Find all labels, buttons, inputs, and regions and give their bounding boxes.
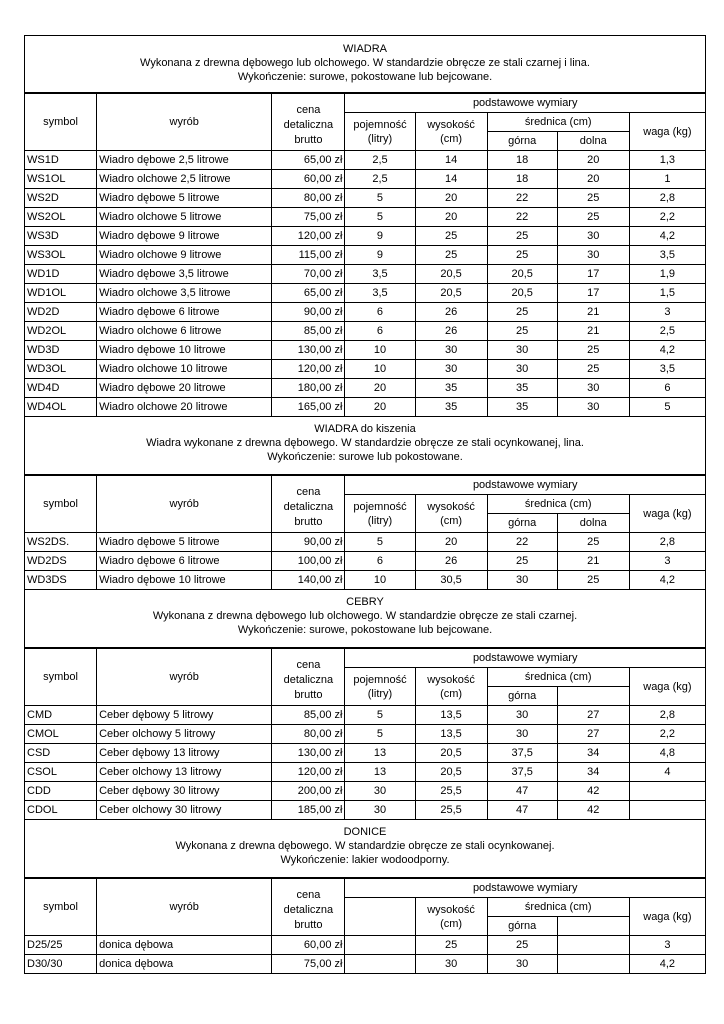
cell-weight: 6 — [629, 379, 705, 398]
product-table — [24, 878, 706, 974]
col-basic-dims: podstawowe wymiary — [345, 476, 706, 495]
section-description: Wykonana z drewna dębowego. W standardzie obręcze ze stali ocynkowanej. — [175, 840, 555, 852]
cell-capacity — [345, 955, 415, 974]
cell-capacity: 2,5 — [345, 170, 415, 189]
col-diameter: średnica (cm) — [487, 495, 629, 514]
cell-weight: 5 — [629, 398, 705, 417]
cell-height: 30,5 — [415, 571, 487, 590]
cell-diameter-top: 25 — [487, 246, 557, 265]
table-row — [25, 955, 706, 974]
cell-height: 13,5 — [415, 706, 487, 725]
cell-product: Wiadro olchowe 20 litrowe — [97, 398, 272, 417]
table-row — [25, 936, 706, 955]
cell-weight: 2,5 — [629, 322, 705, 341]
cell-price: 75,00 zł — [272, 208, 345, 227]
table-row — [25, 227, 706, 246]
cell-diameter-bottom: 27 — [557, 706, 629, 725]
col-capacity: pojemność (litry) — [345, 668, 415, 706]
cell-height: 30 — [415, 955, 487, 974]
table-row — [25, 189, 706, 208]
cell-price: 180,00 zł — [272, 379, 345, 398]
cell-diameter-bottom: 42 — [557, 782, 629, 801]
col-weight: waga (kg) — [629, 113, 705, 151]
cell-product: Wiadro dębowe 20 litrowe — [97, 379, 272, 398]
cell-diameter-bottom: 30 — [557, 246, 629, 265]
cell-height: 20 — [415, 208, 487, 227]
cell-price: 80,00 zł — [272, 725, 345, 744]
col-capacity: pojemność (litry) — [345, 113, 415, 151]
cell-price: 130,00 zł — [272, 744, 345, 763]
cell-diameter-top: 30 — [487, 955, 557, 974]
cell-diameter-bottom: 42 — [557, 801, 629, 820]
cell-price: 90,00 zł — [272, 303, 345, 322]
cell-height: 20,5 — [415, 763, 487, 782]
table-row — [25, 246, 706, 265]
cell-height: 25 — [415, 936, 487, 955]
col-symbol: symbol — [25, 94, 97, 151]
cell-price: 85,00 zł — [272, 322, 345, 341]
section-title: WIADRA do kiszenia — [314, 423, 416, 435]
cell-height: 30 — [415, 341, 487, 360]
cell-symbol: CDOL — [25, 801, 97, 820]
table-row — [25, 284, 706, 303]
cell-height: 20,5 — [415, 284, 487, 303]
col-price: cena detaliczna brutto — [272, 476, 345, 533]
cell-symbol: WD4OL — [25, 398, 97, 417]
col-product: wyrób — [97, 649, 272, 706]
cell-height: 25 — [415, 246, 487, 265]
cell-diameter-top: 25 — [487, 322, 557, 341]
section-title: CEBRY — [346, 596, 384, 608]
cell-diameter-top: 37,5 — [487, 744, 557, 763]
section-header — [24, 35, 706, 93]
cell-height: 26 — [415, 303, 487, 322]
table-row — [25, 782, 706, 801]
cell-diameter-top: 20,5 — [487, 265, 557, 284]
cell-product: Ceber dębowy 30 litrowy — [97, 782, 272, 801]
section-description: Wykończenie: surowe, pokostowane lub bejcowane. — [237, 71, 493, 83]
product-table — [24, 475, 706, 590]
cell-price: 70,00 zł — [272, 265, 345, 284]
cell-diameter-bottom: 25 — [557, 533, 629, 552]
cell-capacity: 9 — [345, 246, 415, 265]
col-diameter-bottom — [557, 917, 629, 936]
table-row — [25, 725, 706, 744]
cell-symbol: CDD — [25, 782, 97, 801]
cell-diameter-top: 25 — [487, 936, 557, 955]
cell-diameter-bottom: 30 — [557, 227, 629, 246]
table-row — [25, 763, 706, 782]
cell-product: Wiadro dębowe 9 litrowe — [97, 227, 272, 246]
cell-height: 35 — [415, 398, 487, 417]
cell-height: 20 — [415, 189, 487, 208]
cell-capacity: 13 — [345, 763, 415, 782]
cell-diameter-top: 22 — [487, 208, 557, 227]
col-symbol: symbol — [25, 649, 97, 706]
col-symbol: symbol — [25, 476, 97, 533]
cell-diameter-bottom: 25 — [557, 360, 629, 379]
section-title: DONICE — [343, 826, 387, 838]
cell-diameter-top: 18 — [487, 170, 557, 189]
cell-weight: 1,3 — [629, 151, 705, 170]
cell-diameter-top: 30 — [487, 725, 557, 744]
table-row — [25, 552, 706, 571]
cell-diameter-top: 22 — [487, 533, 557, 552]
cell-price: 65,00 zł — [272, 151, 345, 170]
product-table — [24, 648, 706, 820]
cell-product: donica dębowa — [97, 955, 272, 974]
cell-product: Ceber olchowy 5 litrowy — [97, 725, 272, 744]
cell-weight: 3,5 — [629, 360, 705, 379]
price-list-document — [24, 35, 706, 974]
cell-height: 35 — [415, 379, 487, 398]
cell-diameter-bottom: 25 — [557, 341, 629, 360]
col-price: cena detaliczna brutto — [272, 649, 345, 706]
cell-weight: 4 — [629, 763, 705, 782]
cell-price: 65,00 zł — [272, 284, 345, 303]
col-diameter: średnica (cm) — [487, 113, 629, 132]
table-row — [25, 341, 706, 360]
cell-height: 25 — [415, 227, 487, 246]
section-description: Wykończenie: lakier wodoodporny. — [280, 854, 450, 866]
cell-diameter-top: 25 — [487, 552, 557, 571]
cell-product: Wiadro olchowe 3,5 litrowe — [97, 284, 272, 303]
cell-product: Wiadro dębowe 6 litrowe — [97, 552, 272, 571]
cell-diameter-bottom: 30 — [557, 379, 629, 398]
col-product: wyrób — [97, 879, 272, 936]
cell-diameter-bottom: 25 — [557, 571, 629, 590]
cell-capacity: 20 — [345, 379, 415, 398]
cell-price: 75,00 zł — [272, 955, 345, 974]
cell-height: 25,5 — [415, 782, 487, 801]
table-row — [25, 706, 706, 725]
cell-price: 120,00 zł — [272, 360, 345, 379]
cell-diameter-bottom: 27 — [557, 725, 629, 744]
cell-symbol: WS2D — [25, 189, 97, 208]
cell-capacity: 6 — [345, 303, 415, 322]
cell-diameter-top: 25 — [487, 227, 557, 246]
col-basic-dims: podstawowe wymiary — [345, 649, 706, 668]
cell-price: 200,00 zł — [272, 782, 345, 801]
cell-weight — [629, 801, 705, 820]
cell-product: Ceber olchowy 13 litrowy — [97, 763, 272, 782]
cell-height: 26 — [415, 552, 487, 571]
cell-capacity: 10 — [345, 360, 415, 379]
cell-weight: 1 — [629, 170, 705, 189]
cell-weight: 2,8 — [629, 706, 705, 725]
cell-weight: 3 — [629, 936, 705, 955]
col-height: wysokość (cm) — [415, 113, 487, 151]
cell-capacity: 5 — [345, 533, 415, 552]
section-header — [24, 417, 706, 475]
cell-symbol: WD1D — [25, 265, 97, 284]
header-row — [25, 879, 706, 898]
col-diameter-bottom: dolna — [557, 514, 629, 533]
cell-weight: 2,8 — [629, 189, 705, 208]
cell-height: 30 — [415, 360, 487, 379]
cell-price: 120,00 zł — [272, 227, 345, 246]
cell-symbol: WD4D — [25, 379, 97, 398]
cell-symbol: WD3D — [25, 341, 97, 360]
cell-weight: 1,5 — [629, 284, 705, 303]
cell-weight: 3 — [629, 303, 705, 322]
cell-symbol: WD2DS — [25, 552, 97, 571]
cell-diameter-top: 35 — [487, 398, 557, 417]
cell-capacity: 3,5 — [345, 265, 415, 284]
cell-capacity: 5 — [345, 189, 415, 208]
cell-weight: 4,2 — [629, 955, 705, 974]
cell-diameter-bottom: 17 — [557, 284, 629, 303]
cell-price: 80,00 zł — [272, 189, 345, 208]
cell-product: Wiadro dębowe 10 litrowe — [97, 341, 272, 360]
col-height: wysokość (cm) — [415, 495, 487, 533]
cell-diameter-bottom: 30 — [557, 398, 629, 417]
cell-price: 130,00 zł — [272, 341, 345, 360]
cell-symbol: WS1D — [25, 151, 97, 170]
cell-capacity: 30 — [345, 782, 415, 801]
table-row — [25, 303, 706, 322]
col-price: cena detaliczna brutto — [272, 879, 345, 936]
cell-diameter-top: 22 — [487, 189, 557, 208]
cell-product: Ceber olchowy 30 litrowy — [97, 801, 272, 820]
cell-diameter-bottom: 17 — [557, 265, 629, 284]
cell-price: 85,00 zł — [272, 706, 345, 725]
col-diameter: średnica (cm) — [487, 898, 629, 917]
cell-price: 140,00 zł — [272, 571, 345, 590]
cell-weight: 4,2 — [629, 341, 705, 360]
cell-symbol: WS3OL — [25, 246, 97, 265]
cell-weight: 2,8 — [629, 533, 705, 552]
cell-price: 120,00 zł — [272, 763, 345, 782]
col-diameter-top: górna — [487, 917, 557, 936]
cell-diameter-bottom: 25 — [557, 208, 629, 227]
cell-product: Wiadro dębowe 2,5 litrowe — [97, 151, 272, 170]
cell-symbol: WD2D — [25, 303, 97, 322]
cell-symbol: D30/30 — [25, 955, 97, 974]
cell-diameter-bottom: 20 — [557, 170, 629, 189]
table-row — [25, 744, 706, 763]
cell-diameter-bottom: 21 — [557, 322, 629, 341]
col-diameter: średnica (cm) — [487, 668, 629, 687]
header-row — [25, 476, 706, 495]
cell-diameter-bottom — [557, 955, 629, 974]
col-symbol: symbol — [25, 879, 97, 936]
col-diameter-top: górna — [487, 687, 557, 706]
col-weight: waga (kg) — [629, 898, 705, 936]
cell-product: Wiadro olchowe 10 litrowe — [97, 360, 272, 379]
table-row — [25, 151, 706, 170]
table-row — [25, 533, 706, 552]
cell-height: 14 — [415, 170, 487, 189]
cell-diameter-top: 30 — [487, 706, 557, 725]
cell-capacity: 6 — [345, 552, 415, 571]
cell-diameter-bottom: 34 — [557, 763, 629, 782]
cell-weight: 4,2 — [629, 571, 705, 590]
cell-diameter-top: 30 — [487, 360, 557, 379]
col-basic-dims: podstawowe wymiary — [345, 94, 706, 113]
cell-product: Wiadro olchowe 2,5 litrowe — [97, 170, 272, 189]
cell-capacity: 10 — [345, 571, 415, 590]
cell-diameter-bottom: 21 — [557, 552, 629, 571]
col-diameter-bottom — [557, 687, 629, 706]
cell-height: 25,5 — [415, 801, 487, 820]
cell-diameter-top: 37,5 — [487, 763, 557, 782]
cell-symbol: WD3OL — [25, 360, 97, 379]
cell-capacity: 9 — [345, 227, 415, 246]
table-row — [25, 379, 706, 398]
cell-product: donica dębowa — [97, 936, 272, 955]
cell-capacity: 5 — [345, 706, 415, 725]
section-description: Wykończenie: surowe, pokostowane lub bejcowane. — [237, 624, 493, 636]
cell-symbol: D25/25 — [25, 936, 97, 955]
cell-height: 13,5 — [415, 725, 487, 744]
cell-diameter-top: 35 — [487, 379, 557, 398]
cell-diameter-bottom: 25 — [557, 189, 629, 208]
section-description: Wiadra wykonane z drewna dębowego. W standardzie obręcze ze stali ocynkowanej, lina. — [146, 437, 584, 449]
cell-capacity — [345, 936, 415, 955]
table-row — [25, 265, 706, 284]
cell-weight: 3,5 — [629, 246, 705, 265]
table-row — [25, 398, 706, 417]
cell-weight — [629, 782, 705, 801]
cell-height: 14 — [415, 151, 487, 170]
cell-capacity: 5 — [345, 725, 415, 744]
cell-weight: 4,8 — [629, 744, 705, 763]
section-description: Wykończenie: surowe lub pokostowane. — [267, 451, 463, 463]
cell-weight: 1,9 — [629, 265, 705, 284]
cell-price: 60,00 zł — [272, 170, 345, 189]
table-row — [25, 571, 706, 590]
cell-symbol: WS2OL — [25, 208, 97, 227]
cell-diameter-top: 30 — [487, 571, 557, 590]
cell-product: Wiadro dębowe 5 litrowe — [97, 533, 272, 552]
cell-product: Wiadro olchowe 5 litrowe — [97, 208, 272, 227]
section-description: Wykonana z drewna dębowego lub olchowego. W standardzie obręcze ze stali czarnej. — [152, 610, 578, 622]
cell-weight: 3 — [629, 552, 705, 571]
cell-capacity: 10 — [345, 341, 415, 360]
col-basic-dims: podstawowe wymiary — [345, 879, 706, 898]
section-header — [24, 590, 706, 648]
table-row — [25, 208, 706, 227]
col-height: wysokość (cm) — [415, 668, 487, 706]
cell-diameter-top: 20,5 — [487, 284, 557, 303]
col-capacity — [345, 898, 415, 936]
section-title: WIADRA — [343, 43, 387, 55]
cell-weight: 2,2 — [629, 725, 705, 744]
cell-height: 20,5 — [415, 744, 487, 763]
cell-price: 115,00 zł — [272, 246, 345, 265]
cell-product: Ceber dębowy 5 litrowy — [97, 706, 272, 725]
table-row — [25, 322, 706, 341]
cell-diameter-bottom: 21 — [557, 303, 629, 322]
header-row — [25, 94, 706, 113]
cell-product: Ceber dębowy 13 litrowy — [97, 744, 272, 763]
col-weight: waga (kg) — [629, 495, 705, 533]
col-capacity: pojemność (litry) — [345, 495, 415, 533]
cell-capacity: 2,5 — [345, 151, 415, 170]
col-price: cena detaliczna brutto — [272, 94, 345, 151]
cell-product: Wiadro dębowe 3,5 litrowe — [97, 265, 272, 284]
col-product: wyrób — [97, 94, 272, 151]
cell-product: Wiadro dębowe 10 litrowe — [97, 571, 272, 590]
cell-height: 26 — [415, 322, 487, 341]
col-diameter-bottom: dolna — [557, 132, 629, 151]
cell-weight: 2,2 — [629, 208, 705, 227]
col-product: wyrób — [97, 476, 272, 533]
cell-price: 90,00 zł — [272, 533, 345, 552]
section-header — [24, 820, 706, 878]
cell-price: 100,00 zł — [272, 552, 345, 571]
cell-diameter-bottom: 20 — [557, 151, 629, 170]
cell-capacity: 30 — [345, 801, 415, 820]
cell-weight: 4,2 — [629, 227, 705, 246]
cell-diameter-top: 47 — [487, 782, 557, 801]
cell-diameter-top: 30 — [487, 341, 557, 360]
cell-symbol: CMD — [25, 706, 97, 725]
cell-diameter-bottom — [557, 936, 629, 955]
cell-capacity: 6 — [345, 322, 415, 341]
cell-symbol: CMOL — [25, 725, 97, 744]
cell-capacity: 5 — [345, 208, 415, 227]
col-height: wysokość (cm) — [415, 898, 487, 936]
cell-diameter-top: 25 — [487, 303, 557, 322]
cell-product: Wiadro olchowe 9 litrowe — [97, 246, 272, 265]
cell-symbol: WD3DS — [25, 571, 97, 590]
col-weight: waga (kg) — [629, 668, 705, 706]
cell-height: 20,5 — [415, 265, 487, 284]
col-diameter-top: górna — [487, 514, 557, 533]
cell-price: 60,00 zł — [272, 936, 345, 955]
cell-product: Wiadro dębowe 5 litrowe — [97, 189, 272, 208]
cell-height: 20 — [415, 533, 487, 552]
cell-symbol: CSOL — [25, 763, 97, 782]
table-row — [25, 360, 706, 379]
cell-symbol: WS3D — [25, 227, 97, 246]
product-table — [24, 93, 706, 417]
table-row — [25, 801, 706, 820]
cell-symbol: WD1OL — [25, 284, 97, 303]
cell-diameter-top: 47 — [487, 801, 557, 820]
cell-capacity: 13 — [345, 744, 415, 763]
table-row — [25, 170, 706, 189]
cell-symbol: CSD — [25, 744, 97, 763]
cell-capacity: 3,5 — [345, 284, 415, 303]
cell-symbol: WS1OL — [25, 170, 97, 189]
section-description: Wykonana z drewna dębowego lub olchowego. W standardzie obręcze ze stali czarnej i lina. — [140, 57, 590, 69]
cell-symbol: WD2OL — [25, 322, 97, 341]
cell-diameter-top: 18 — [487, 151, 557, 170]
header-row — [25, 649, 706, 668]
cell-price: 165,00 zł — [272, 398, 345, 417]
cell-symbol: WS2DS. — [25, 533, 97, 552]
cell-capacity: 20 — [345, 398, 415, 417]
cell-price: 185,00 zł — [272, 801, 345, 820]
col-diameter-top: górna — [487, 132, 557, 151]
cell-diameter-bottom: 34 — [557, 744, 629, 763]
cell-product: Wiadro dębowe 6 litrowe — [97, 303, 272, 322]
cell-product: Wiadro olchowe 6 litrowe — [97, 322, 272, 341]
